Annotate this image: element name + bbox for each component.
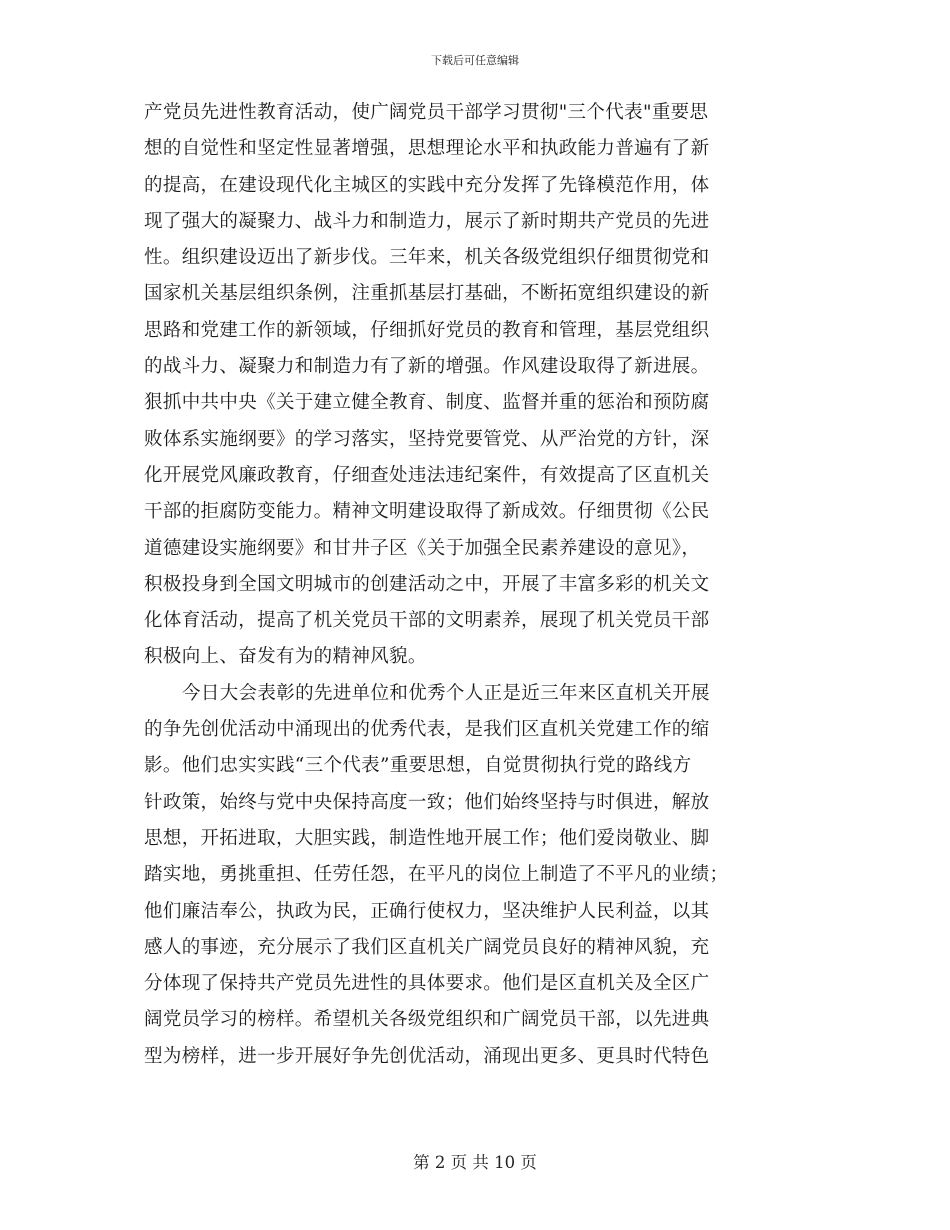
text-line: 产党员先进性教育活动，使广阔党员干部学习贯彻"三个代表"重要思 (144, 102, 709, 123)
text-line: 化体育活动，提高了机关党员干部的文明素养，展现了机关党员干部 (144, 610, 710, 632)
text-line: 踏实地，勇挑重担、任劳任怨，在平凡的岗位上制造了不平凡的业绩； (144, 864, 729, 886)
text-line: 针政策，始终与党中央保持高度一致；他们始终坚持与时俱进，解放 (144, 791, 710, 813)
page-number: 第 2 页 共 10 页 (413, 1153, 537, 1172)
text-line: 感人的事迹，充分展示了我们区直机关广阔党员良好的精神风貌，充 (144, 936, 710, 958)
text-line: 思路和党建工作的新领域，仔细抓好党员的教育和管理，基层党组织 (144, 319, 710, 341)
text-line: 型为榜样，进一步开展好争先创优活动，涌现出更多、更具时代特色 (144, 1045, 710, 1067)
text-line: 积极向上、奋发有为的精神风貌。 (144, 646, 427, 668)
text-line: 性。组织建设迈出了新步伐。三年来，机关各级党组织仔细贯彻党和 (144, 247, 710, 269)
text-line: 今日大会表彰的先进单位和优秀个人正是近三年来区直机关开展 (182, 682, 710, 704)
text-line: 影。他们忠实实践“三个代表”重要思想，自觉贯彻执行党的路线方 (144, 755, 692, 777)
text-line: 狠抓中共中央《关于建立健全教育、制度、监督并重的惩治和预防腐 (144, 392, 710, 414)
text-line: 思想，开拓进取，大胆实践，制造性地开展工作；他们爱岗敬业、脚 (144, 827, 710, 849)
text-line: 的战斗力、凝聚力和制造力有了新的增强。作风建设取得了新进展。 (144, 356, 710, 378)
text-line: 干部的拒腐防变能力。精神文明建设取得了新成效。仔细贯彻《公民 (144, 501, 710, 523)
header-note: 下载后可任意编辑 (431, 54, 519, 67)
text-line: 败体系实施纲要》的学习落实，坚持党要管党、从严治党的方针，深 (144, 428, 710, 450)
text-line: 他们廉洁奉公，执政为民，正确行使权力，坚决维护人民利益，以其 (144, 900, 710, 922)
document-body (144, 95, 809, 1075)
text-line: 想的自觉性和坚定性显著增强，思想理论水平和执政能力普遍有了新 (144, 138, 710, 160)
text-line: 分体现了保持共产党员先进性的具体要求。他们是区直机关及全区广 (144, 973, 710, 995)
text-line: 积极投身到全国文明城市的创建活动之中，开展了丰富多彩的机关文 (144, 573, 710, 595)
text-line: 阔党员学习的榜样。希望机关各级党组织和广阔党员干部，以先进典 (144, 1009, 710, 1031)
text-line: 化开展党风廉政教育，仔细查处违法违纪案件，有效提高了区直机关 (144, 464, 710, 486)
text-line: 的提高，在建设现代化主城区的实践中充分发挥了先锋模范作用，体 (144, 174, 710, 196)
text-line: 道德建设实施纲要》和甘井子区《关于加强全民素养建设的意见》， (144, 537, 701, 559)
text-line: 现了强大的凝聚力、战斗力和制造力，展示了新时期共产党员的先进 (144, 210, 710, 232)
text-line: 的争先创优活动中涌现出的优秀代表，是我们区直机关党建工作的缩 (144, 719, 710, 741)
text-line: 国家机关基层组织条例，注重抓基层打基础，不断拓宽组织建设的新 (144, 283, 710, 305)
